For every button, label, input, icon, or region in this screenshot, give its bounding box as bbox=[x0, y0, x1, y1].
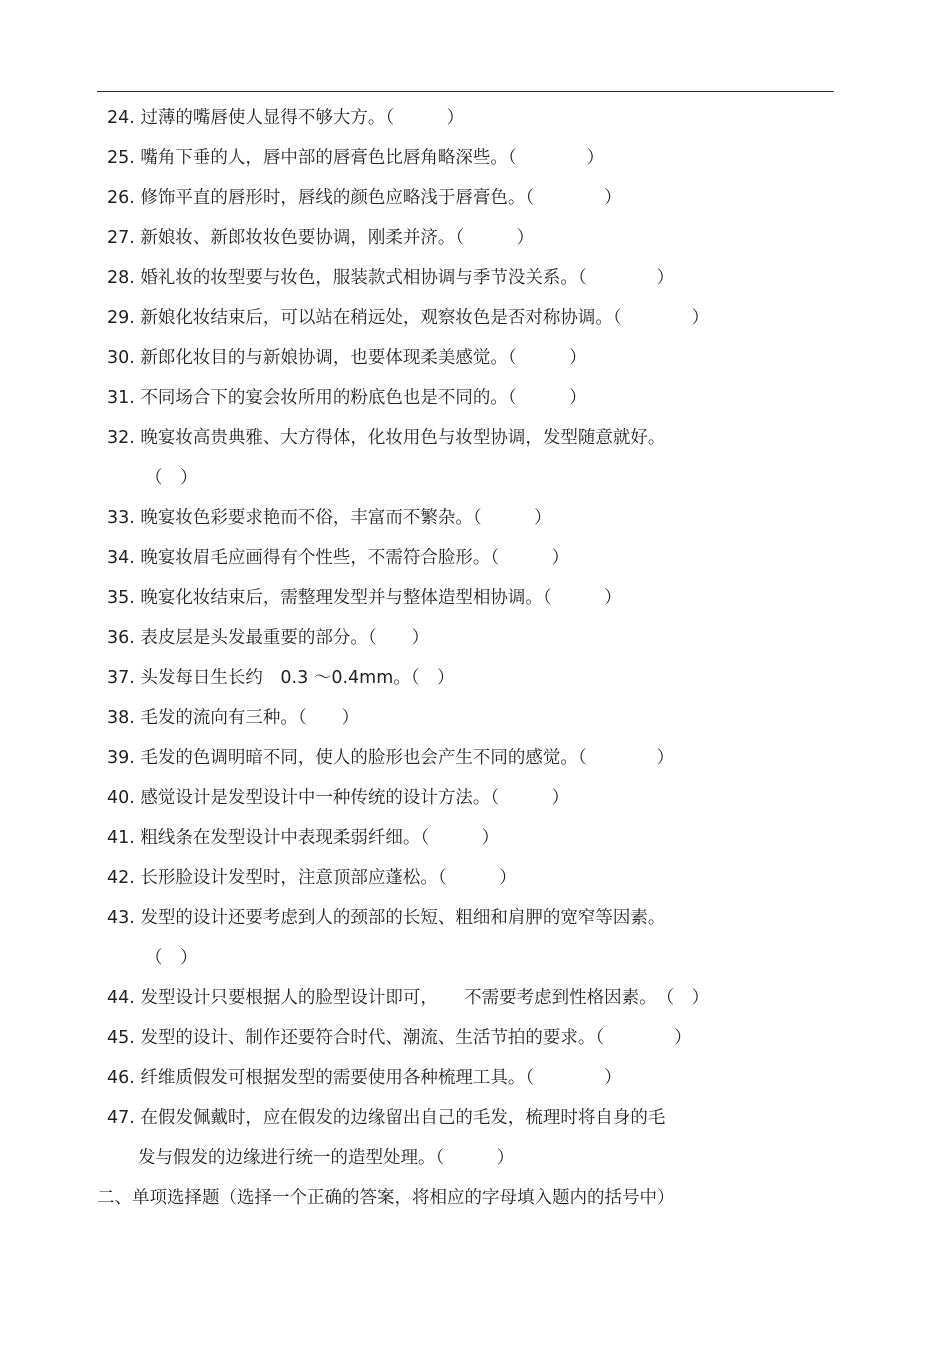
question-30: 30. 新郎化妆目的与新娘协调，也要体现柔美感觉。（ ） bbox=[107, 348, 587, 368]
question-32-continuation: （ ） bbox=[145, 468, 198, 488]
question-47-continuation: 发与假发的边缘进行统一的造型处理。（ ） bbox=[138, 1148, 515, 1168]
question-38: 38. 毛发的流向有三种。（ ） bbox=[107, 708, 360, 728]
question-45: 45. 发型的设计、制作还要符合时代、潮流、生活节拍的要求。（ ） bbox=[107, 1028, 692, 1048]
question-27: 27. 新娘妆、新郎妆妆色要协调，刚柔并济。（ ） bbox=[107, 228, 535, 248]
question-34: 34. 晚宴妆眉毛应画得有个性些，不需符合脸形。（ ） bbox=[107, 548, 570, 568]
question-32: 32. 晚宴妆高贵典雅、大方得体，化妆用色与妆型协调，发型随意就好。 bbox=[107, 428, 666, 448]
question-33: 33. 晚宴妆色彩要求艳而不俗，丰富而不繁杂。（ ） bbox=[107, 508, 552, 528]
question-36: 36. 表皮层是头发最重要的部分。（ ） bbox=[107, 628, 430, 648]
question-43: 43. 发型的设计还要考虑到人的颈部的长短、粗细和肩胛的宽窄等因素。 bbox=[107, 908, 666, 928]
question-24: 24. 过薄的嘴唇使人显得不够大方。（ ） bbox=[107, 108, 465, 128]
question-40: 40. 感觉设计是发型设计中一种传统的设计方法。（ ） bbox=[107, 788, 570, 808]
question-35: 35. 晚宴化妆结束后，需整理发型并与整体造型相协调。（ ） bbox=[107, 588, 622, 608]
question-37: 37. 头发每日生长约 0.3 ～0.4mm。（ ） bbox=[107, 668, 455, 688]
question-26: 26. 修饰平直的唇形时，唇线的颜色应略浅于唇膏色。（ ） bbox=[107, 188, 622, 208]
question-39: 39. 毛发的色调明暗不同，使人的脸形也会产生不同的感觉。（ ） bbox=[107, 748, 675, 768]
question-41: 41. 粗线条在发型设计中表现柔弱纤细。（ ） bbox=[107, 828, 500, 848]
question-31: 31. 不同场合下的宴会妆所用的粉底色也是不同的。（ ） bbox=[107, 388, 587, 408]
question-28: 28. 婚礼妆的妆型要与妆色，服装款式相协调与季节没关系。（ ） bbox=[107, 268, 675, 288]
question-43-continuation: （ ） bbox=[145, 948, 198, 968]
question-29: 29. 新娘化妆结束后，可以站在稍远处，观察妆色是否对称协调。（ ） bbox=[107, 308, 710, 328]
header-rule bbox=[97, 91, 834, 92]
section-heading: 二、单项选择题（选择一个正确的答案，将相应的字母填入题内的括号中） bbox=[97, 1188, 675, 1208]
question-25: 25. 嘴角下垂的人，唇中部的唇膏色比唇角略深些。（ ） bbox=[107, 148, 605, 168]
question-46: 46. 纤维质假发可根据发型的需要使用各种梳理工具。（ ） bbox=[107, 1068, 622, 1088]
question-42: 42. 长形脸设计发型时，注意顶部应蓬松。（ ） bbox=[107, 868, 517, 888]
question-44: 44. 发型设计只要根据人的脸型设计即可， 不需要考虑到性格因素。 （ ） bbox=[107, 988, 710, 1008]
question-47: 47. 在假发佩戴时，应在假发的边缘留出自己的毛发，梳理时将自身的毛 bbox=[107, 1108, 666, 1128]
